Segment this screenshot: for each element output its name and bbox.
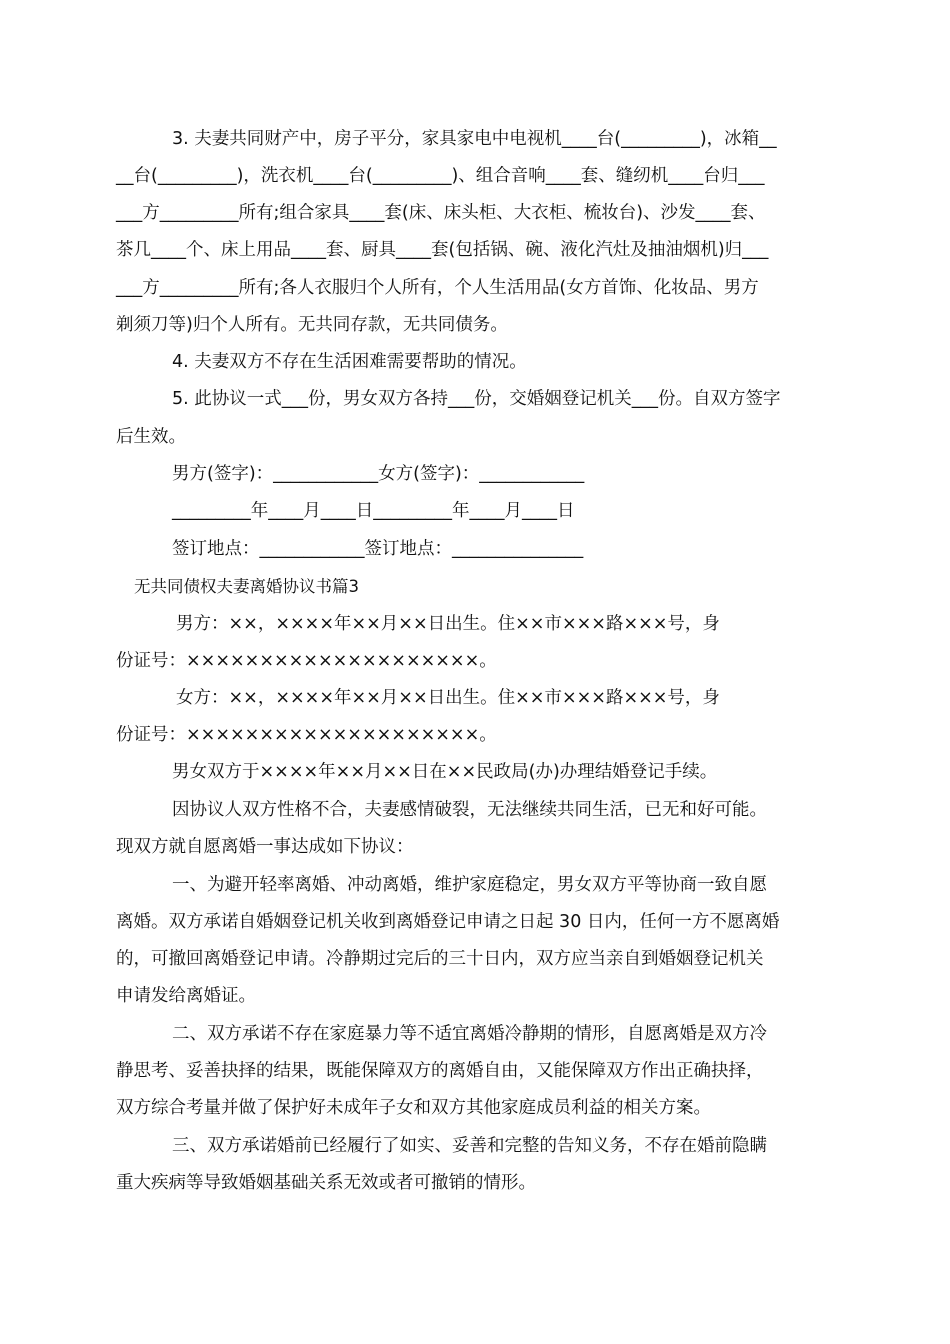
text-line: 静思考、妥善抉择的结果，既能保障双方的离婚自由，又能保障双方作出正确抉择， (116, 1061, 764, 1081)
text-line: 现双方就自愿离婚一事达成如下协议： (116, 837, 414, 857)
text-line: 女方：××，××××年××月××日出生。住××市×××路×××号，身 (176, 688, 720, 708)
text-line: 男方：××，××××年××月××日出生。住××市×××路×××号，身 (176, 614, 720, 634)
text-line: 5. 此协议一式___份，男女双方各持___份，交婚姻登记机关___份。自双方签字 (172, 389, 781, 409)
text-line: ___方_________所有;组合家具____套(床、床头柜、大衣柜、梳妆台)、沙发____套、 (116, 203, 766, 223)
signature-line: 男方(签字)：____________女方(签字)：____________ (172, 464, 585, 484)
text-line: 离婚。双方承诺自婚姻登记机关收到离婚登记申请之日起 30 日内，任何一方不愿离婚 (116, 912, 780, 932)
text-line: 三、双方承诺婚前已经履行了如实、妥善和完整的告知义务，不存在婚前隐瞒 (172, 1136, 767, 1156)
text-line: 一、为避开轻率离婚、冲动离婚，维护家庭稳定，男女双方平等协商一致自愿 (172, 875, 767, 895)
section-heading: 无共同债权夫妻离婚协议书篇3 (134, 577, 359, 596)
location-line: 签订地点：____________签订地点：_______________ (172, 539, 584, 559)
text-line: 二、双方承诺不存在家庭暴力等不适宜离婚冷静期的情形，自愿离婚是双方冷 (172, 1024, 767, 1044)
text-line: 双方综合考量并做了保护好未成年子女和双方其他家庭成员利益的相关方案。 (116, 1098, 711, 1118)
text-line: 申请发给离婚证。 (116, 986, 256, 1006)
text-line: 剃须刀等)归个人所有。无共同存款，无共同债务。 (116, 315, 508, 335)
text-line: 份证号：××××××××××××××××××××。 (116, 725, 497, 745)
text-line: ___方_________所有;各人衣服归个人所有，个人生活用品(女方首饰、化妆品、男方 (116, 278, 759, 298)
date-line: _________年____月____日_________年____月____日 (172, 501, 575, 521)
text-line: 4. 夫妻双方不存在生活困难需要帮助的情况。 (172, 352, 527, 372)
text-line: 重大疾病等导致婚姻基础关系无效或者可撤销的情形。 (116, 1173, 536, 1193)
text-line: 的，可撤回离婚登记申请。冷静期过完后的三十日内，双方应当亲自到婚姻登记机关 (116, 949, 764, 969)
text-line: __台(_________)，洗衣机____台(_________)、组合音响____套、缝纫机____台归___ (116, 166, 765, 186)
text-line: 茶几____个、床上用品____套、厨具____套(包括锅、碗、液化汽灶及抽油烟机)归___ (116, 240, 769, 260)
text-line: 后生效。 (116, 427, 186, 447)
text-line: 男女双方于××××年××月××日在××民政局(办)办理结婚登记手续。 (172, 762, 718, 782)
text-line: 3. 夫妻共同财产中，房子平分，家具家电中电视机____台(_________)，冰箱__ (172, 129, 777, 149)
text-line: 份证号：××××××××××××××××××××。 (116, 651, 497, 671)
text-line: 因协议人双方性格不合，夫妻感情破裂，无法继续共同生活，已无和好可能。 (172, 800, 767, 820)
